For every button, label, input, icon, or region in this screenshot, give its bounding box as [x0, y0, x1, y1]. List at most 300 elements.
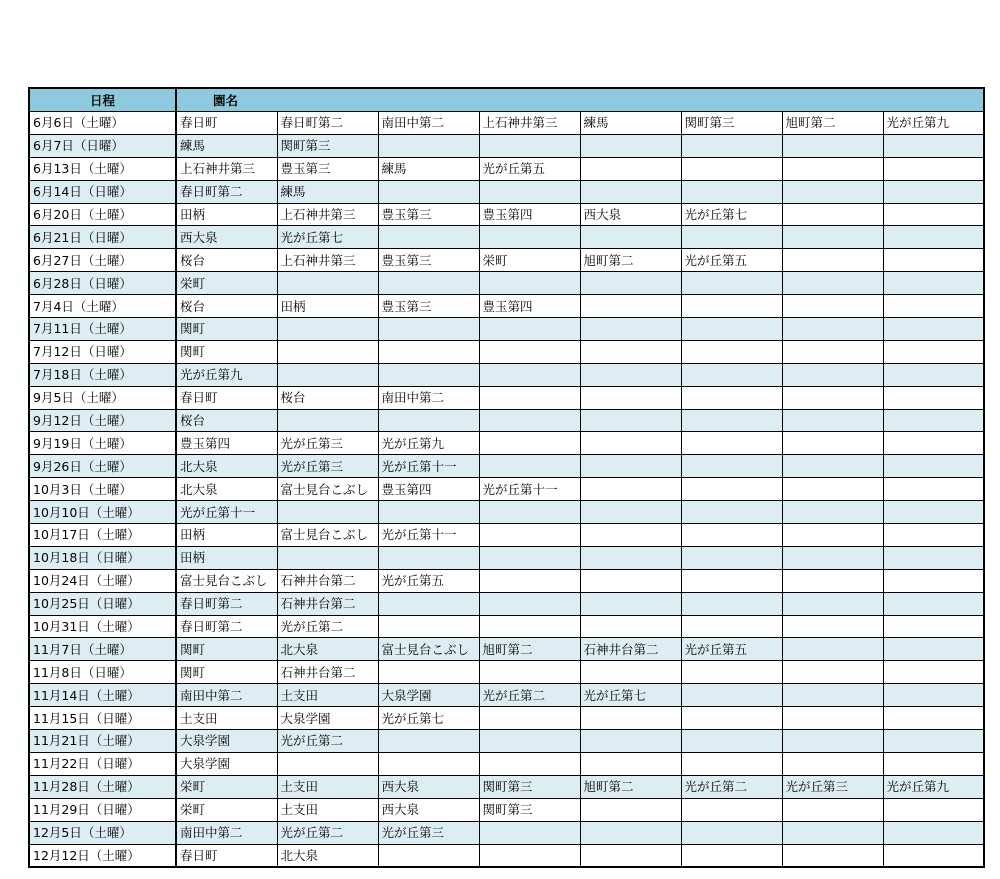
park-cell: 春日町 [176, 386, 277, 409]
park-cell: 栄町 [176, 272, 277, 295]
park-cell [479, 180, 580, 203]
park-cell [883, 569, 984, 592]
date-cell: 7月18日（土曜） [29, 363, 176, 386]
park-cell [782, 501, 883, 524]
park-cell [580, 272, 681, 295]
park-cell [479, 661, 580, 684]
park-cell: 土支田 [176, 707, 277, 730]
park-cell [277, 340, 378, 363]
park-cell: 土支田 [277, 684, 378, 707]
park-cell: 上石神井第三 [277, 203, 378, 226]
park-cell [883, 386, 984, 409]
park-cell [782, 455, 883, 478]
park-cell [277, 546, 378, 569]
park-cell: 南田中第二 [378, 386, 479, 409]
park-cell: 春日町 [176, 112, 277, 135]
table-row [29, 821, 984, 844]
park-cell [378, 615, 479, 638]
park-cell: 大泉学園 [277, 707, 378, 730]
date-cell: 10月10日（土曜） [29, 501, 176, 524]
park-cell: 西大泉 [378, 775, 479, 798]
table-row [29, 432, 984, 455]
table-row [29, 546, 984, 569]
park-cell [782, 295, 883, 318]
park-cell [782, 844, 883, 867]
park-cell: 光が丘第五 [681, 638, 782, 661]
park-cell: 光が丘第五 [378, 569, 479, 592]
park-cell: 土支田 [277, 775, 378, 798]
park-cell [479, 455, 580, 478]
table-row [29, 318, 984, 341]
park-cell [681, 615, 782, 638]
park-cell: 栄町 [176, 798, 277, 821]
park-cell [883, 638, 984, 661]
park-cell: 関町第三 [479, 798, 580, 821]
park-cell [580, 661, 681, 684]
park-cell [378, 226, 479, 249]
table-row [29, 363, 984, 386]
park-cell: 豊玉第四 [176, 432, 277, 455]
park-cell [782, 569, 883, 592]
park-cell: 光が丘第三 [277, 432, 378, 455]
park-cell [883, 295, 984, 318]
park-cell [883, 707, 984, 730]
park-cell [883, 501, 984, 524]
park-cell: 桜台 [176, 249, 277, 272]
park-cell [681, 684, 782, 707]
date-cell: 12月5日（土曜） [29, 821, 176, 844]
park-cell: 光が丘第九 [378, 432, 479, 455]
table-header-row [29, 88, 984, 112]
park-cell [580, 134, 681, 157]
date-cell: 11月29日（日曜） [29, 798, 176, 821]
date-cell: 11月14日（土曜） [29, 684, 176, 707]
park-cell: 旭町第二 [580, 775, 681, 798]
date-cell: 6月21日（日曜） [29, 226, 176, 249]
table-row [29, 638, 984, 661]
date-cell: 6月28日（日曜） [29, 272, 176, 295]
park-cell: 豊玉第四 [479, 203, 580, 226]
park-cell [782, 798, 883, 821]
table-row [29, 752, 984, 775]
park-cell: 春日町第二 [176, 615, 277, 638]
park-cell: 春日町第二 [176, 592, 277, 615]
park-cell: 関町 [176, 661, 277, 684]
park-cell [479, 730, 580, 753]
park-cell: 富士見台こぶし [176, 569, 277, 592]
park-cell [883, 752, 984, 775]
park-cell: 富士見台こぶし [378, 638, 479, 661]
table-row [29, 798, 984, 821]
park-cell: 富士見台こぶし [277, 524, 378, 547]
park-cell: 光が丘第二 [277, 821, 378, 844]
park-cell [378, 661, 479, 684]
table-row [29, 226, 984, 249]
park-cell [580, 730, 681, 753]
park-cell [681, 707, 782, 730]
header-park-name: 園名 [176, 88, 984, 112]
park-cell [378, 318, 479, 341]
park-cell: 春日町第二 [176, 180, 277, 203]
park-cell: 大泉学園 [176, 752, 277, 775]
table-row [29, 409, 984, 432]
table-row [29, 478, 984, 501]
park-cell: 光が丘第三 [782, 775, 883, 798]
park-cell [479, 272, 580, 295]
schedule-sheet [28, 87, 985, 868]
park-cell: 富士見台こぶし [277, 478, 378, 501]
date-cell: 9月5日（土曜） [29, 386, 176, 409]
park-cell [883, 592, 984, 615]
park-cell [580, 707, 681, 730]
date-cell: 6月6日（土曜） [29, 112, 176, 135]
park-cell: 西大泉 [580, 203, 681, 226]
park-cell: 南田中第二 [378, 112, 479, 135]
park-cell [580, 226, 681, 249]
park-cell: 田柄 [277, 295, 378, 318]
park-cell [580, 569, 681, 592]
park-cell: 光が丘第二 [681, 775, 782, 798]
park-cell [378, 134, 479, 157]
park-cell [681, 592, 782, 615]
park-cell: 光が丘第七 [580, 684, 681, 707]
park-cell [782, 478, 883, 501]
park-cell [378, 752, 479, 775]
date-cell: 10月24日（土曜） [29, 569, 176, 592]
park-cell: 北大泉 [176, 478, 277, 501]
park-cell: 旭町第二 [580, 249, 681, 272]
park-cell [782, 821, 883, 844]
park-cell [782, 340, 883, 363]
park-cell [681, 798, 782, 821]
table-row [29, 844, 984, 867]
park-cell [681, 318, 782, 341]
park-cell [883, 821, 984, 844]
park-cell: 光が丘第五 [681, 249, 782, 272]
table-row [29, 295, 984, 318]
park-cell: 栄町 [479, 249, 580, 272]
park-cell [580, 592, 681, 615]
table-row [29, 340, 984, 363]
park-cell: 練馬 [277, 180, 378, 203]
table-row [29, 501, 984, 524]
park-cell: 光が丘第二 [277, 730, 378, 753]
park-cell [681, 821, 782, 844]
park-cell [378, 592, 479, 615]
park-cell [883, 524, 984, 547]
table-row [29, 730, 984, 753]
park-cell [378, 363, 479, 386]
park-cell [681, 844, 782, 867]
table-row [29, 569, 984, 592]
park-cell [580, 546, 681, 569]
table-body [29, 112, 984, 868]
date-cell: 6月13日（土曜） [29, 157, 176, 180]
park-cell [580, 432, 681, 455]
park-cell [580, 821, 681, 844]
park-cell: 光が丘第五 [479, 157, 580, 180]
park-cell [883, 340, 984, 363]
park-cell: 光が丘第七 [681, 203, 782, 226]
park-cell [782, 546, 883, 569]
park-cell [883, 249, 984, 272]
park-cell [479, 821, 580, 844]
park-cell [580, 318, 681, 341]
park-cell [681, 569, 782, 592]
park-cell [883, 455, 984, 478]
date-cell: 9月12日（土曜） [29, 409, 176, 432]
park-cell [479, 707, 580, 730]
schedule-table [28, 87, 985, 868]
date-cell: 7月4日（土曜） [29, 295, 176, 318]
park-cell: 光が丘第二 [277, 615, 378, 638]
park-cell [277, 501, 378, 524]
park-cell [782, 707, 883, 730]
park-cell: 石神井台第二 [277, 592, 378, 615]
park-cell: 光が丘第九 [883, 112, 984, 135]
park-cell: 桜台 [277, 386, 378, 409]
park-cell: 光が丘第三 [277, 455, 378, 478]
date-cell: 11月22日（日曜） [29, 752, 176, 775]
park-cell [883, 363, 984, 386]
park-cell [883, 546, 984, 569]
park-cell [479, 409, 580, 432]
park-cell: 関町第三 [277, 134, 378, 157]
park-cell [782, 318, 883, 341]
park-cell [580, 844, 681, 867]
park-cell [681, 432, 782, 455]
park-cell [883, 318, 984, 341]
park-cell: 田柄 [176, 524, 277, 547]
park-cell: 北大泉 [277, 844, 378, 867]
date-cell: 11月28日（土曜） [29, 775, 176, 798]
park-cell [580, 340, 681, 363]
park-cell: 桜台 [176, 295, 277, 318]
park-cell [681, 661, 782, 684]
park-cell: 桜台 [176, 409, 277, 432]
park-cell [681, 180, 782, 203]
park-cell: 光が丘第二 [479, 684, 580, 707]
park-cell [883, 730, 984, 753]
park-cell [580, 409, 681, 432]
table-row [29, 707, 984, 730]
park-cell: 光が丘第十一 [378, 524, 479, 547]
date-cell: 6月27日（土曜） [29, 249, 176, 272]
park-cell: 北大泉 [176, 455, 277, 478]
park-cell [378, 340, 479, 363]
park-cell: 光が丘第十一 [176, 501, 277, 524]
park-cell [681, 409, 782, 432]
park-cell: 石神井台第二 [277, 569, 378, 592]
park-cell [479, 569, 580, 592]
park-cell: 土支田 [277, 798, 378, 821]
park-cell [479, 340, 580, 363]
park-cell [479, 546, 580, 569]
park-cell: 豊玉第三 [378, 203, 479, 226]
date-cell: 10月17日（土曜） [29, 524, 176, 547]
park-cell [782, 157, 883, 180]
date-cell: 11月21日（土曜） [29, 730, 176, 753]
date-cell: 10月18日（日曜） [29, 546, 176, 569]
table-row [29, 272, 984, 295]
date-cell: 11月8日（日曜） [29, 661, 176, 684]
park-cell [580, 363, 681, 386]
park-cell [883, 203, 984, 226]
park-cell [883, 272, 984, 295]
park-cell [378, 180, 479, 203]
park-cell: 大泉学園 [378, 684, 479, 707]
park-cell: 光が丘第九 [176, 363, 277, 386]
park-cell [681, 340, 782, 363]
date-cell: 9月19日（土曜） [29, 432, 176, 455]
park-cell: 豊玉第四 [378, 478, 479, 501]
table-row [29, 386, 984, 409]
park-cell [883, 157, 984, 180]
table-row [29, 524, 984, 547]
date-cell: 11月7日（土曜） [29, 638, 176, 661]
park-cell: 南田中第二 [176, 821, 277, 844]
park-cell [580, 478, 681, 501]
date-cell: 6月14日（日曜） [29, 180, 176, 203]
table-row [29, 249, 984, 272]
park-cell: 田柄 [176, 203, 277, 226]
park-cell: 旭町第二 [782, 112, 883, 135]
park-cell [883, 432, 984, 455]
date-cell: 10月3日（土曜） [29, 478, 176, 501]
park-cell: 豊玉第四 [479, 295, 580, 318]
park-cell: 光が丘第十一 [378, 455, 479, 478]
park-cell [883, 684, 984, 707]
park-cell [479, 592, 580, 615]
park-cell [580, 295, 681, 318]
park-cell [681, 386, 782, 409]
park-cell [883, 798, 984, 821]
park-cell [681, 295, 782, 318]
park-cell [782, 524, 883, 547]
park-cell [378, 409, 479, 432]
park-cell [883, 409, 984, 432]
park-cell [580, 386, 681, 409]
park-cell: 関町 [176, 638, 277, 661]
park-cell [479, 432, 580, 455]
park-cell [479, 615, 580, 638]
park-cell: 練馬 [176, 134, 277, 157]
park-cell: 北大泉 [277, 638, 378, 661]
park-cell: 大泉学園 [176, 730, 277, 753]
park-cell [681, 157, 782, 180]
table-row [29, 661, 984, 684]
park-cell [681, 226, 782, 249]
park-cell: 西大泉 [378, 798, 479, 821]
park-cell: 関町第三 [681, 112, 782, 135]
park-cell [782, 409, 883, 432]
park-cell [681, 478, 782, 501]
park-cell: 上石神井第三 [176, 157, 277, 180]
table-row [29, 775, 984, 798]
park-cell [681, 134, 782, 157]
park-cell [782, 661, 883, 684]
table-row [29, 203, 984, 226]
park-cell [782, 752, 883, 775]
park-cell [580, 455, 681, 478]
park-cell [681, 501, 782, 524]
park-cell: 関町第三 [479, 775, 580, 798]
park-cell [277, 272, 378, 295]
park-cell [782, 432, 883, 455]
park-cell [580, 524, 681, 547]
park-cell [580, 615, 681, 638]
date-cell: 9月26日（土曜） [29, 455, 176, 478]
date-cell: 11月15日（日曜） [29, 707, 176, 730]
header-date: 日程 [29, 88, 176, 112]
park-cell [378, 546, 479, 569]
park-cell: 練馬 [580, 112, 681, 135]
park-cell: 関町 [176, 318, 277, 341]
park-cell [782, 134, 883, 157]
park-cell [479, 318, 580, 341]
park-cell [681, 752, 782, 775]
park-cell [479, 386, 580, 409]
park-cell [580, 180, 681, 203]
park-cell: 練馬 [378, 157, 479, 180]
park-cell: 豊玉第三 [277, 157, 378, 180]
table-row [29, 180, 984, 203]
date-cell: 7月12日（日曜） [29, 340, 176, 363]
park-cell [681, 363, 782, 386]
park-cell: 上石神井第三 [479, 112, 580, 135]
park-cell [479, 226, 580, 249]
park-cell [681, 272, 782, 295]
park-cell [580, 501, 681, 524]
park-cell [378, 272, 479, 295]
park-cell: 春日町第二 [277, 112, 378, 135]
table-row [29, 157, 984, 180]
park-cell [277, 318, 378, 341]
table-row [29, 592, 984, 615]
park-cell [782, 684, 883, 707]
park-cell: 旭町第二 [479, 638, 580, 661]
park-cell [277, 363, 378, 386]
park-cell [681, 730, 782, 753]
park-cell [883, 180, 984, 203]
date-cell: 6月20日（土曜） [29, 203, 176, 226]
park-cell: 西大泉 [176, 226, 277, 249]
park-cell: 光が丘第十一 [479, 478, 580, 501]
park-cell [277, 409, 378, 432]
park-cell [378, 844, 479, 867]
park-cell [479, 524, 580, 547]
park-cell [580, 798, 681, 821]
park-cell [883, 615, 984, 638]
park-cell [782, 363, 883, 386]
park-cell: 上石神井第三 [277, 249, 378, 272]
park-cell: 南田中第二 [176, 684, 277, 707]
park-cell [782, 592, 883, 615]
park-cell [782, 226, 883, 249]
park-cell [782, 638, 883, 661]
park-cell [782, 203, 883, 226]
park-cell [782, 272, 883, 295]
park-cell: 豊玉第三 [378, 295, 479, 318]
park-cell: 関町 [176, 340, 277, 363]
date-cell: 10月31日（土曜） [29, 615, 176, 638]
date-cell: 10月25日（日曜） [29, 592, 176, 615]
park-cell [782, 386, 883, 409]
park-cell [681, 455, 782, 478]
park-cell [378, 730, 479, 753]
table-row [29, 134, 984, 157]
park-cell [580, 752, 681, 775]
